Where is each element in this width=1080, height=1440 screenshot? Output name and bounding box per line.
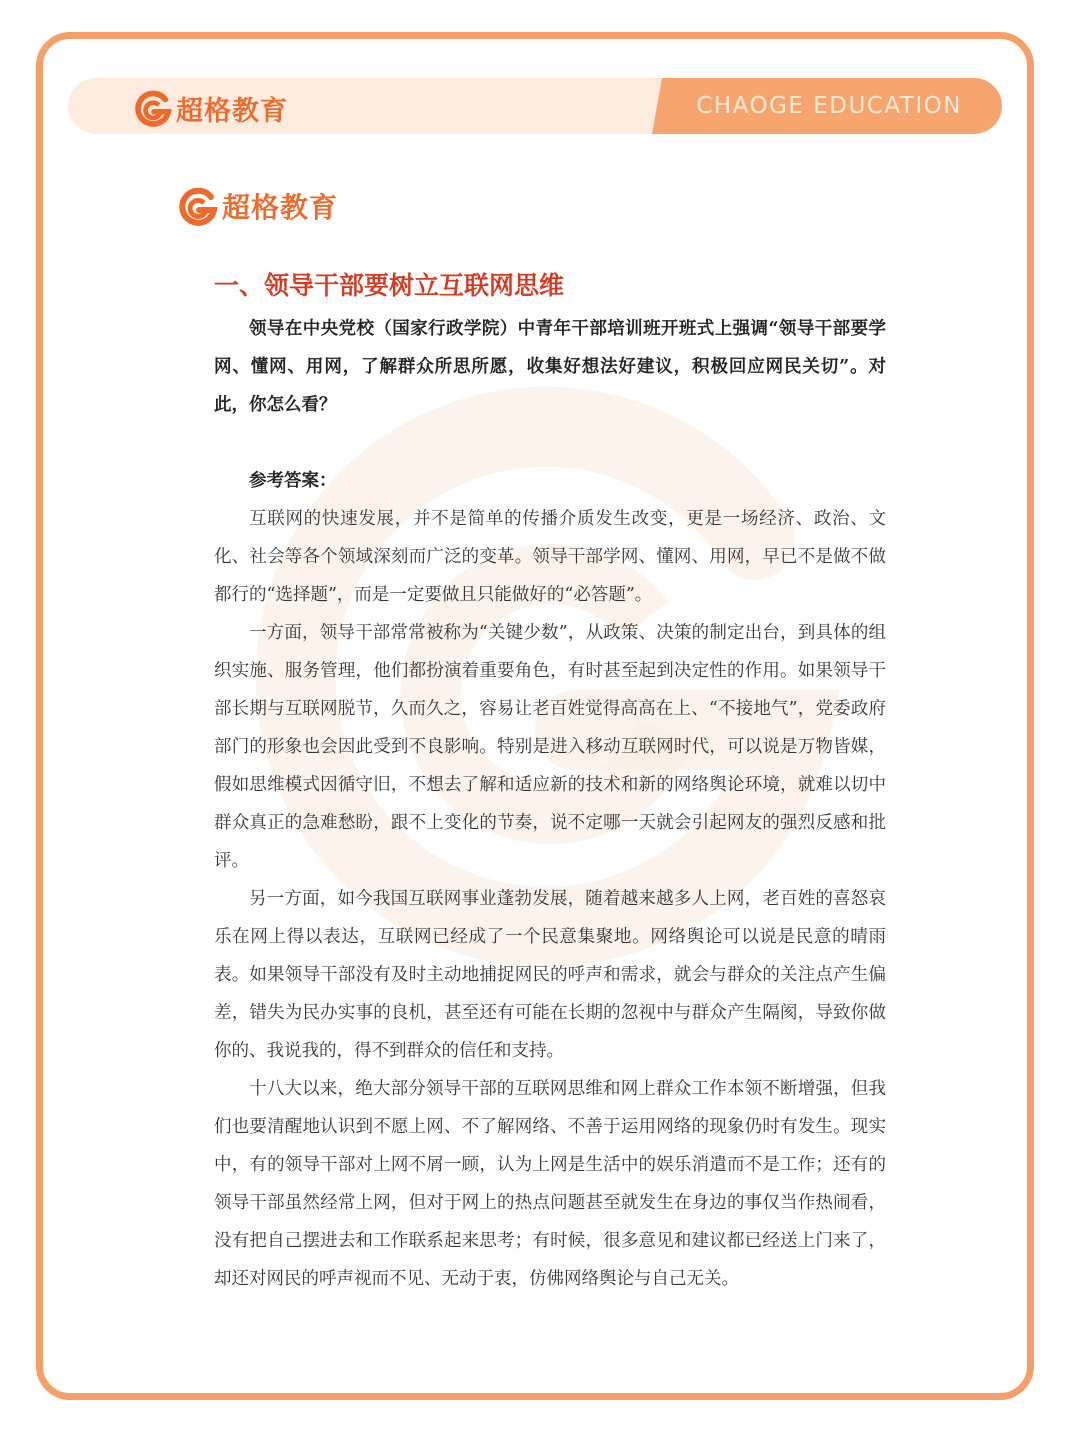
question-text: 领导在中央党校（国家行政学院）中青年干部培训班开班式上强调“领导干部要学网、懂网、用网，了解群众所思所愿，收集好想法好建议，积极回应网民关切”。对此，你怎么看？ [214,319,886,415]
body-brand-name: 超格教育 [222,191,339,224]
body-brand-logo [178,182,338,230]
header-english-name: CHAOGE EDUCATION [696,93,962,119]
document-content [214,262,886,1298]
brand-g-icon [134,89,172,127]
answer-label: 参考答案： [249,471,337,491]
header-brand-logo [134,84,288,132]
answer-paragraph: 另一方面，如今我国互联网事业蓬勃发展，随着越来越多人上网，老百姓的喜怒哀乐在网上得以表达，互联网已经成了一个民意集聚地。网络舆论可以说是民意的晴雨表。如果领导干部没有及时主动地捕捉网民的呼声和需求，就会与群众的关注点产生偏差，错失为民办实事的良机，甚至还有可能在长期的忽视中与群众产生隔阂，导致你做你的、我说我的，得不到群众的信任和支持。 [214,889,886,1061]
section-title: 一、领导干部要树立互联网思维 [214,271,565,300]
answer-paragraph: 互联网的快速发展，并不是简单的传播介质发生改变，更是一场经济、政治、文化、社会等各个领域深刻而广泛的变革。领导干部学网、懂网、用网，早已不是做不做都行的“选择题”，而是一定要做且只能做好的“必答题”。 [214,509,886,605]
spacer [214,424,886,462]
brand-g-icon [178,186,218,226]
answer-paragraph: 十八大以来，绝大部分领导干部的互联网思维和网上群众工作本领不断增强，但我们也要清醒地认识到不愿上网、不了解网络、不善于运用网络的现象仍时有发生。现实中，有的领导干部对上网不屑一顾，认为上网是生活中的娱乐消遣而不是工作；还有的领导干部虽然经常上网，但对于网上的热点问题甚至就发生在身边的事仅当作热闹看，没有把自己摆进去和工作联系起来思考；有时候，很多意见和建议都已经送上门来了，却还对网民的呼声视而不见、无动于衷，仿佛网络舆论与自己无关。 [214,1079,886,1289]
header-brand-name: 超格教育 [176,95,288,127]
answer-paragraph: 一方面，领导干部常常被称为“关键少数”，从政策、决策的制定出台，到具体的组织实施、服务管理，他们都扮演着重要角色，有时甚至起到决定性的作用。如果领导干部长期与互联网脱节，久而久之，容易让老百姓觉得高高在上、“不接地气”，党委政府部门的形象也会因此受到不良影响。特别是进入移动互联网时代，可以说是万物皆媒，假如思维模式因循守旧，不想去了解和适应新的技术和新的网络舆论环境，就难以切中群众真正的急难愁盼，跟不上变化的节奏，说不定哪一天就会引起网友的强烈反感和批评。 [214,623,886,871]
